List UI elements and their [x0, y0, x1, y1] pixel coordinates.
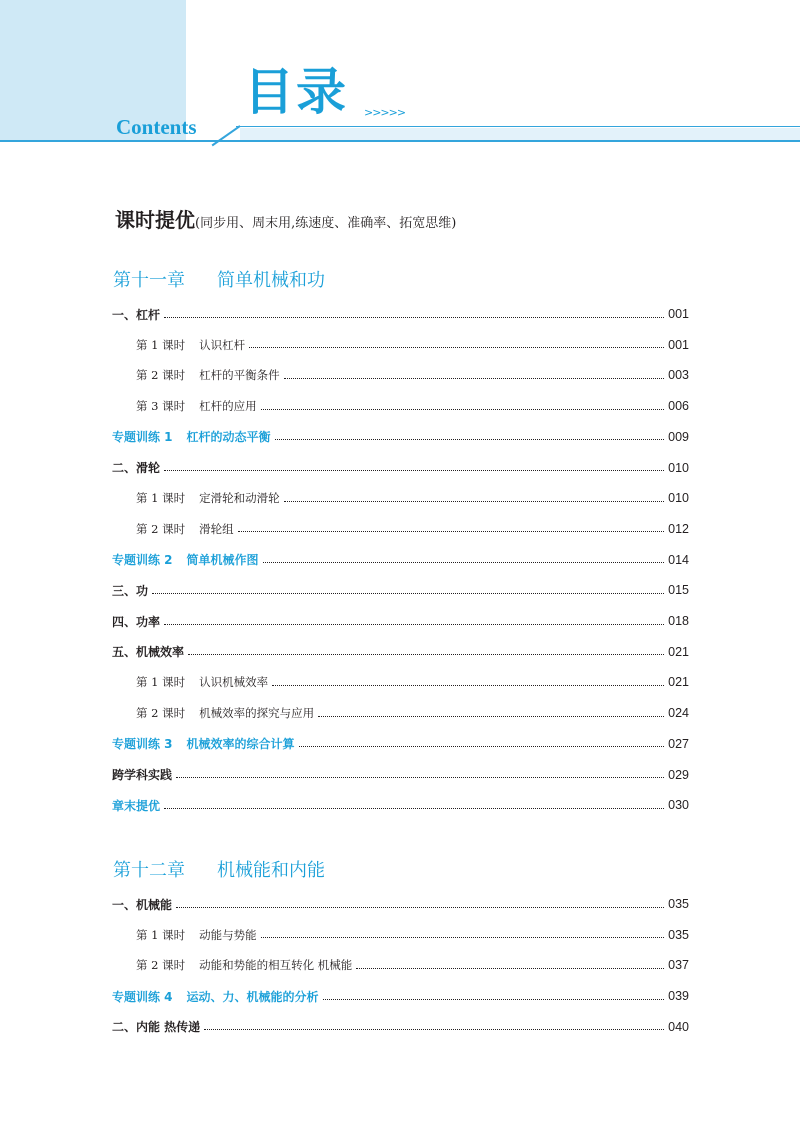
toc-entry[interactable] [136, 487, 689, 509]
toc-leader-dots [284, 491, 665, 502]
toc-leader-dots [238, 521, 665, 532]
section-title: 课时提优 [115, 208, 195, 232]
header-rule-thin [236, 126, 800, 127]
toc-entry-label: 四、功率 [112, 614, 161, 629]
toc-page-number: 021 [668, 675, 689, 690]
toc-entry[interactable] [136, 702, 689, 724]
toc-entry[interactable] [136, 334, 689, 356]
toc-leader-dots [318, 706, 664, 717]
toc-page-number: 040 [668, 1019, 689, 1034]
toc-entry-title: 杠杆的应用 [199, 399, 257, 414]
page-subtitle: Contents [116, 115, 197, 139]
toc-entry-label: 一、机械能 [112, 897, 173, 912]
toc-page-number: 035 [668, 897, 689, 911]
toc-page-number: 010 [668, 460, 689, 475]
toc-entry-label: 章末提优 [112, 798, 161, 813]
toc-page-number: 035 [668, 927, 689, 942]
toc-entry-label: 第 2 课时 [136, 368, 186, 383]
toc-entry[interactable] [112, 457, 689, 479]
toc-entry-title: 杠杆的动态平衡 [186, 430, 271, 445]
toc-entry-title: 动能与势能 [199, 927, 257, 942]
chapter-title: 简单机械和功 [217, 270, 325, 291]
chevron-right-icon: >>>>> [364, 106, 406, 119]
section-note: (同步用、周末用,练速度、准确率、拓宽思维) [195, 216, 457, 231]
toc-entry-label: 第 1 课时 [136, 337, 186, 352]
toc-entry-label: 第 1 课时 [136, 491, 186, 506]
header-rule [0, 140, 800, 142]
toc-entry-label: 跨学科实践 [112, 768, 173, 782]
toc-entry-title: 滑轮组 [199, 521, 234, 536]
toc-page-number: 009 [668, 429, 689, 444]
toc-entry[interactable] [112, 303, 689, 325]
toc-entry-label: 专题训练 1 [112, 430, 173, 445]
toc-entry-title: 简单机械作图 [186, 553, 259, 568]
toc-leader-dots [188, 644, 664, 655]
toc-entry-label: 二、内能 热传递 [112, 1020, 201, 1035]
toc-entry[interactable] [112, 985, 689, 1007]
toc-leader-dots [323, 989, 665, 1000]
header-rule-slant [212, 125, 241, 146]
toc-entry-label: 二、滑轮 [112, 461, 161, 475]
toc-entry[interactable] [112, 733, 689, 755]
toc-leader-dots [261, 399, 665, 410]
chapter-number: 第十二章 [113, 860, 185, 881]
chapter-heading[interactable] [113, 856, 325, 886]
toc-page-number: 030 [668, 798, 689, 813]
toc-leader-dots [284, 368, 665, 379]
toc-page-number: 006 [668, 399, 689, 414]
toc-page-number: 012 [668, 521, 689, 536]
toc-entry-title: 认识杠杆 [199, 337, 246, 352]
toc-entry-label: 第 3 课时 [136, 399, 186, 414]
toc-leader-dots [164, 614, 664, 625]
toc-entry-label: 第 1 课时 [136, 927, 186, 942]
toc-entry[interactable] [112, 893, 689, 915]
toc-leader-dots [249, 337, 664, 348]
toc-page-number: 029 [668, 767, 689, 782]
toc-leader-dots [176, 767, 664, 778]
toc-leader-dots [164, 460, 664, 471]
toc-entry[interactable] [136, 954, 689, 976]
toc-entry[interactable] [136, 518, 689, 540]
page-title: 目录 [244, 63, 348, 121]
toc-leader-dots [261, 927, 665, 938]
toc-page-number: 021 [668, 644, 689, 659]
toc-entry-title: 认识机械效率 [199, 675, 269, 690]
toc-page-number: 003 [668, 368, 689, 383]
toc-entry-title: 定滑轮和动滑轮 [199, 491, 280, 506]
toc-leader-dots [356, 958, 664, 969]
toc-leader-dots [152, 583, 664, 594]
toc-leader-dots [176, 897, 664, 908]
toc-leader-dots [272, 675, 664, 686]
toc-entry-label: 五、机械效率 [112, 645, 185, 660]
toc-page-number: 010 [668, 491, 689, 506]
toc-entry-title: 运动、力、机械能的分析 [186, 989, 319, 1004]
toc-entry-label: 专题训练 4 [112, 989, 173, 1004]
toc-entry[interactable] [112, 641, 689, 663]
toc-entry-title: 机械效率的探究与应用 [199, 706, 315, 721]
toc-entry[interactable] [112, 1016, 689, 1038]
toc-leader-dots [164, 307, 664, 318]
toc-entry-label: 第 2 课时 [136, 521, 186, 536]
toc-entry[interactable] [136, 924, 689, 946]
toc-page-number: 001 [668, 337, 689, 352]
toc-entry[interactable] [136, 395, 689, 417]
toc-entry[interactable] [112, 549, 689, 571]
toc-page-number: 039 [668, 989, 689, 1004]
toc-entry[interactable] [112, 426, 689, 448]
toc-page-number: 037 [668, 958, 689, 973]
chapter-number: 第十一章 [113, 270, 185, 291]
toc-page-number: 014 [668, 552, 689, 567]
toc-entry[interactable] [136, 671, 689, 693]
toc-entry[interactable] [112, 794, 689, 816]
section-heading [115, 204, 456, 233]
toc-entry-label: 专题训练 3 [112, 737, 173, 752]
toc-entry-label: 第 1 课时 [136, 675, 186, 690]
toc-entry-label: 三、功 [112, 583, 149, 598]
toc-page-number: 001 [668, 307, 689, 321]
header-stripe [240, 128, 800, 140]
toc-page-number: 024 [668, 706, 689, 721]
toc-entry-title: 动能和势能的相互转化 机械能 [199, 958, 353, 973]
toc-entry-title: 杠杆的平衡条件 [199, 368, 280, 383]
toc-entry-label: 第 2 课时 [136, 706, 186, 721]
toc-entry-label: 专题训练 2 [112, 553, 173, 568]
toc-page-number: 018 [668, 614, 689, 628]
toc-leader-dots [299, 736, 665, 747]
toc-entry[interactable] [136, 364, 689, 386]
toc-page-number: 015 [668, 583, 689, 598]
toc-entry[interactable] [112, 610, 689, 632]
toc-entry-title: 机械效率的综合计算 [186, 737, 295, 752]
toc-leader-dots [204, 1019, 664, 1030]
toc-leader-dots [164, 798, 664, 809]
chapter-heading[interactable] [113, 266, 325, 296]
toc-page-number: 027 [668, 736, 689, 751]
chapter-title: 机械能和内能 [217, 860, 325, 881]
toc-entry[interactable] [112, 764, 689, 786]
toc-entry-label: 一、杠杆 [112, 307, 161, 322]
toc-entry-label: 第 2 课时 [136, 958, 186, 973]
toc-leader-dots [275, 429, 665, 440]
toc-leader-dots [263, 552, 665, 563]
toc-entry[interactable] [112, 579, 689, 601]
